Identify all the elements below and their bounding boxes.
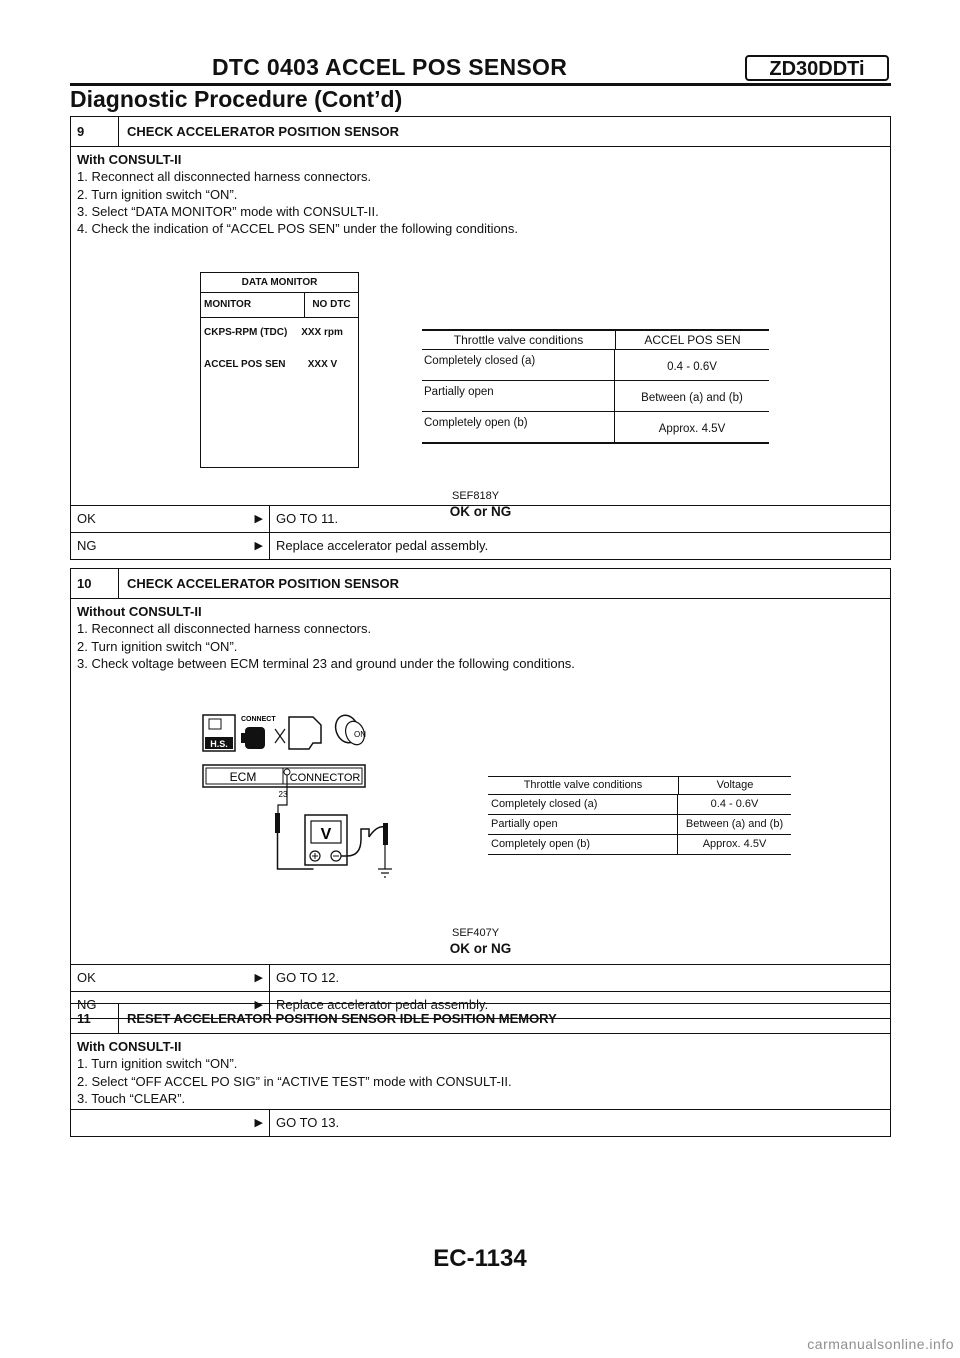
instruction-line: 3. Touch “CLEAR”. xyxy=(77,1090,186,1106)
table-cell: 0.4 - 0.6V xyxy=(710,798,759,810)
table-cell: Between (a) and (b) xyxy=(641,392,743,404)
result-action: GO TO 12. xyxy=(276,970,340,985)
on-label: ON xyxy=(354,730,366,739)
terminal-number: 23 xyxy=(278,790,288,799)
arrow-right-icon: ▶ xyxy=(254,1117,263,1129)
table-cell: Between (a) and (b) xyxy=(685,818,784,830)
table-header-row xyxy=(488,777,791,795)
voltage-table xyxy=(488,776,791,855)
monitor-title: DATA MONITOR xyxy=(201,273,358,293)
step-body xyxy=(71,599,890,956)
instruction-line: 1. Reconnect all disconnected harness connectors. xyxy=(77,169,372,185)
step-header xyxy=(71,569,890,599)
table-row xyxy=(422,350,769,381)
step-header xyxy=(71,1004,890,1034)
step-header xyxy=(71,117,890,147)
arrow-right-icon: ▶ xyxy=(254,513,263,525)
model-badge: ZD30DDTi xyxy=(745,55,889,81)
engine-icon xyxy=(289,717,321,749)
step-title: CHECK ACCELERATOR POSITION SENSOR xyxy=(127,576,400,591)
connector-plug-icon xyxy=(245,727,265,749)
instruction-line: 3. Select “DATA MONITOR” mode with CONSULT-II. xyxy=(77,203,379,219)
instruction-line: 2. Select “OFF ACCEL PO SIG” in “ACTIVE TEST” mode with CONSULT-II. xyxy=(77,1073,512,1089)
step-9 xyxy=(70,116,891,560)
monitor-row-rpm: CKPS-RPM (TDC) XXX rpm xyxy=(204,327,343,338)
ecm-label: ECM xyxy=(229,770,257,784)
figure-code: SEF407Y xyxy=(452,927,500,939)
table-row xyxy=(488,815,791,835)
ground-icon xyxy=(378,845,392,877)
figure-code: SEF818Y xyxy=(452,490,500,502)
result-action: Replace accelerator pedal assembly. xyxy=(276,538,489,553)
hs-label: H.S. xyxy=(210,739,228,749)
result-label: OK xyxy=(77,970,96,985)
table-header: Throttle valve conditions xyxy=(422,331,616,349)
connect-label: CONNECT xyxy=(241,716,276,723)
table-cell: 0.4 - 0.6V xyxy=(667,361,717,373)
table-cell: Completely closed (a) xyxy=(488,795,678,814)
instruction-line: 1. Reconnect all disconnected harness connectors. xyxy=(77,621,372,637)
step-title: RESET ACCELERATOR POSITION SENSOR IDLE POSITION MEMORY xyxy=(127,1011,557,1026)
data-monitor-screen xyxy=(200,272,359,468)
instruction-line: 4. Check the indication of “ACCEL POS SEN” under the following conditions. xyxy=(77,221,519,237)
table-header: Voltage xyxy=(716,779,754,791)
instruction-line: 1. Turn ignition switch “ON”. xyxy=(77,1056,238,1072)
table-cell: Approx. 4.5V xyxy=(702,838,767,850)
instruction-line: 2. Turn ignition switch “ON”. xyxy=(77,638,238,654)
conditions-table xyxy=(422,329,769,444)
instruction-line: 3. Check voltage between ECM terminal 23 and ground under the following conditions. xyxy=(77,655,575,671)
table-cell: Partially open xyxy=(422,381,615,411)
result-row xyxy=(71,1109,890,1136)
watermark: carmanualsonline.info xyxy=(807,1336,954,1352)
connector-label: CONNECTOR xyxy=(289,772,361,784)
ok-or-ng-question: OK or NG xyxy=(449,504,512,519)
step-number: 11 xyxy=(71,1004,119,1033)
result-label: NG xyxy=(77,538,97,553)
step-number: 9 xyxy=(71,117,119,146)
step-number: 10 xyxy=(71,569,119,598)
probe-red xyxy=(275,813,280,833)
result-label: NG xyxy=(77,997,97,1012)
page-subtitle: Diagnostic Procedure (Cont’d) xyxy=(70,86,403,112)
step-subheading: With CONSULT-II xyxy=(77,1039,182,1054)
monitor-header-row xyxy=(201,293,358,318)
step-subheading: With CONSULT-II xyxy=(77,152,182,167)
table-row xyxy=(422,412,769,444)
step-11 xyxy=(70,1003,891,1137)
table-cell: Completely closed (a) xyxy=(422,350,615,380)
voltmeter-label: V xyxy=(320,826,332,843)
voltage-check-diagram xyxy=(195,709,435,899)
step-body xyxy=(71,1034,890,1109)
table-cell: Completely open (b) xyxy=(488,835,678,854)
result-row-ng xyxy=(71,532,890,559)
instruction-line: 2. Turn ignition switch “ON”. xyxy=(77,186,238,202)
table-row xyxy=(488,795,791,815)
table-row xyxy=(422,381,769,412)
step-subheading: Without CONSULT-II xyxy=(77,604,202,619)
arrow-right-icon: ▶ xyxy=(254,972,263,984)
result-action: Replace accelerator pedal assembly. xyxy=(276,997,489,1012)
ok-or-ng-question: OK or NG xyxy=(449,941,512,956)
result-action: GO TO 13. xyxy=(276,1115,340,1130)
table-cell: Completely open (b) xyxy=(422,412,615,442)
result-label: OK xyxy=(77,511,96,526)
page-title: DTC 0403 ACCEL POS SENSOR xyxy=(212,54,568,80)
arrow-right-icon: ▶ xyxy=(254,999,263,1011)
monitor-dtc-label: NO DTC xyxy=(312,299,351,310)
step-title: CHECK ACCELERATOR POSITION SENSOR xyxy=(127,124,400,139)
monitor-col-label: MONITOR xyxy=(201,293,305,317)
table-cell: Approx. 4.5V xyxy=(658,423,726,435)
result-action: GO TO 11. xyxy=(276,511,339,526)
arrow-right-icon: ▶ xyxy=(254,540,263,552)
result-row-ok xyxy=(71,964,890,991)
table-cell: Partially open xyxy=(488,815,678,834)
monitor-row-accel: ACCEL POS SEN XXX V xyxy=(204,359,338,371)
table-header-row xyxy=(422,331,769,350)
table-row xyxy=(488,835,791,855)
step-10 xyxy=(70,568,891,1019)
table-header: ACCEL POS SEN xyxy=(644,333,741,347)
table-header: Throttle valve conditions xyxy=(488,777,679,794)
page-number: EC-1134 xyxy=(433,1245,527,1272)
